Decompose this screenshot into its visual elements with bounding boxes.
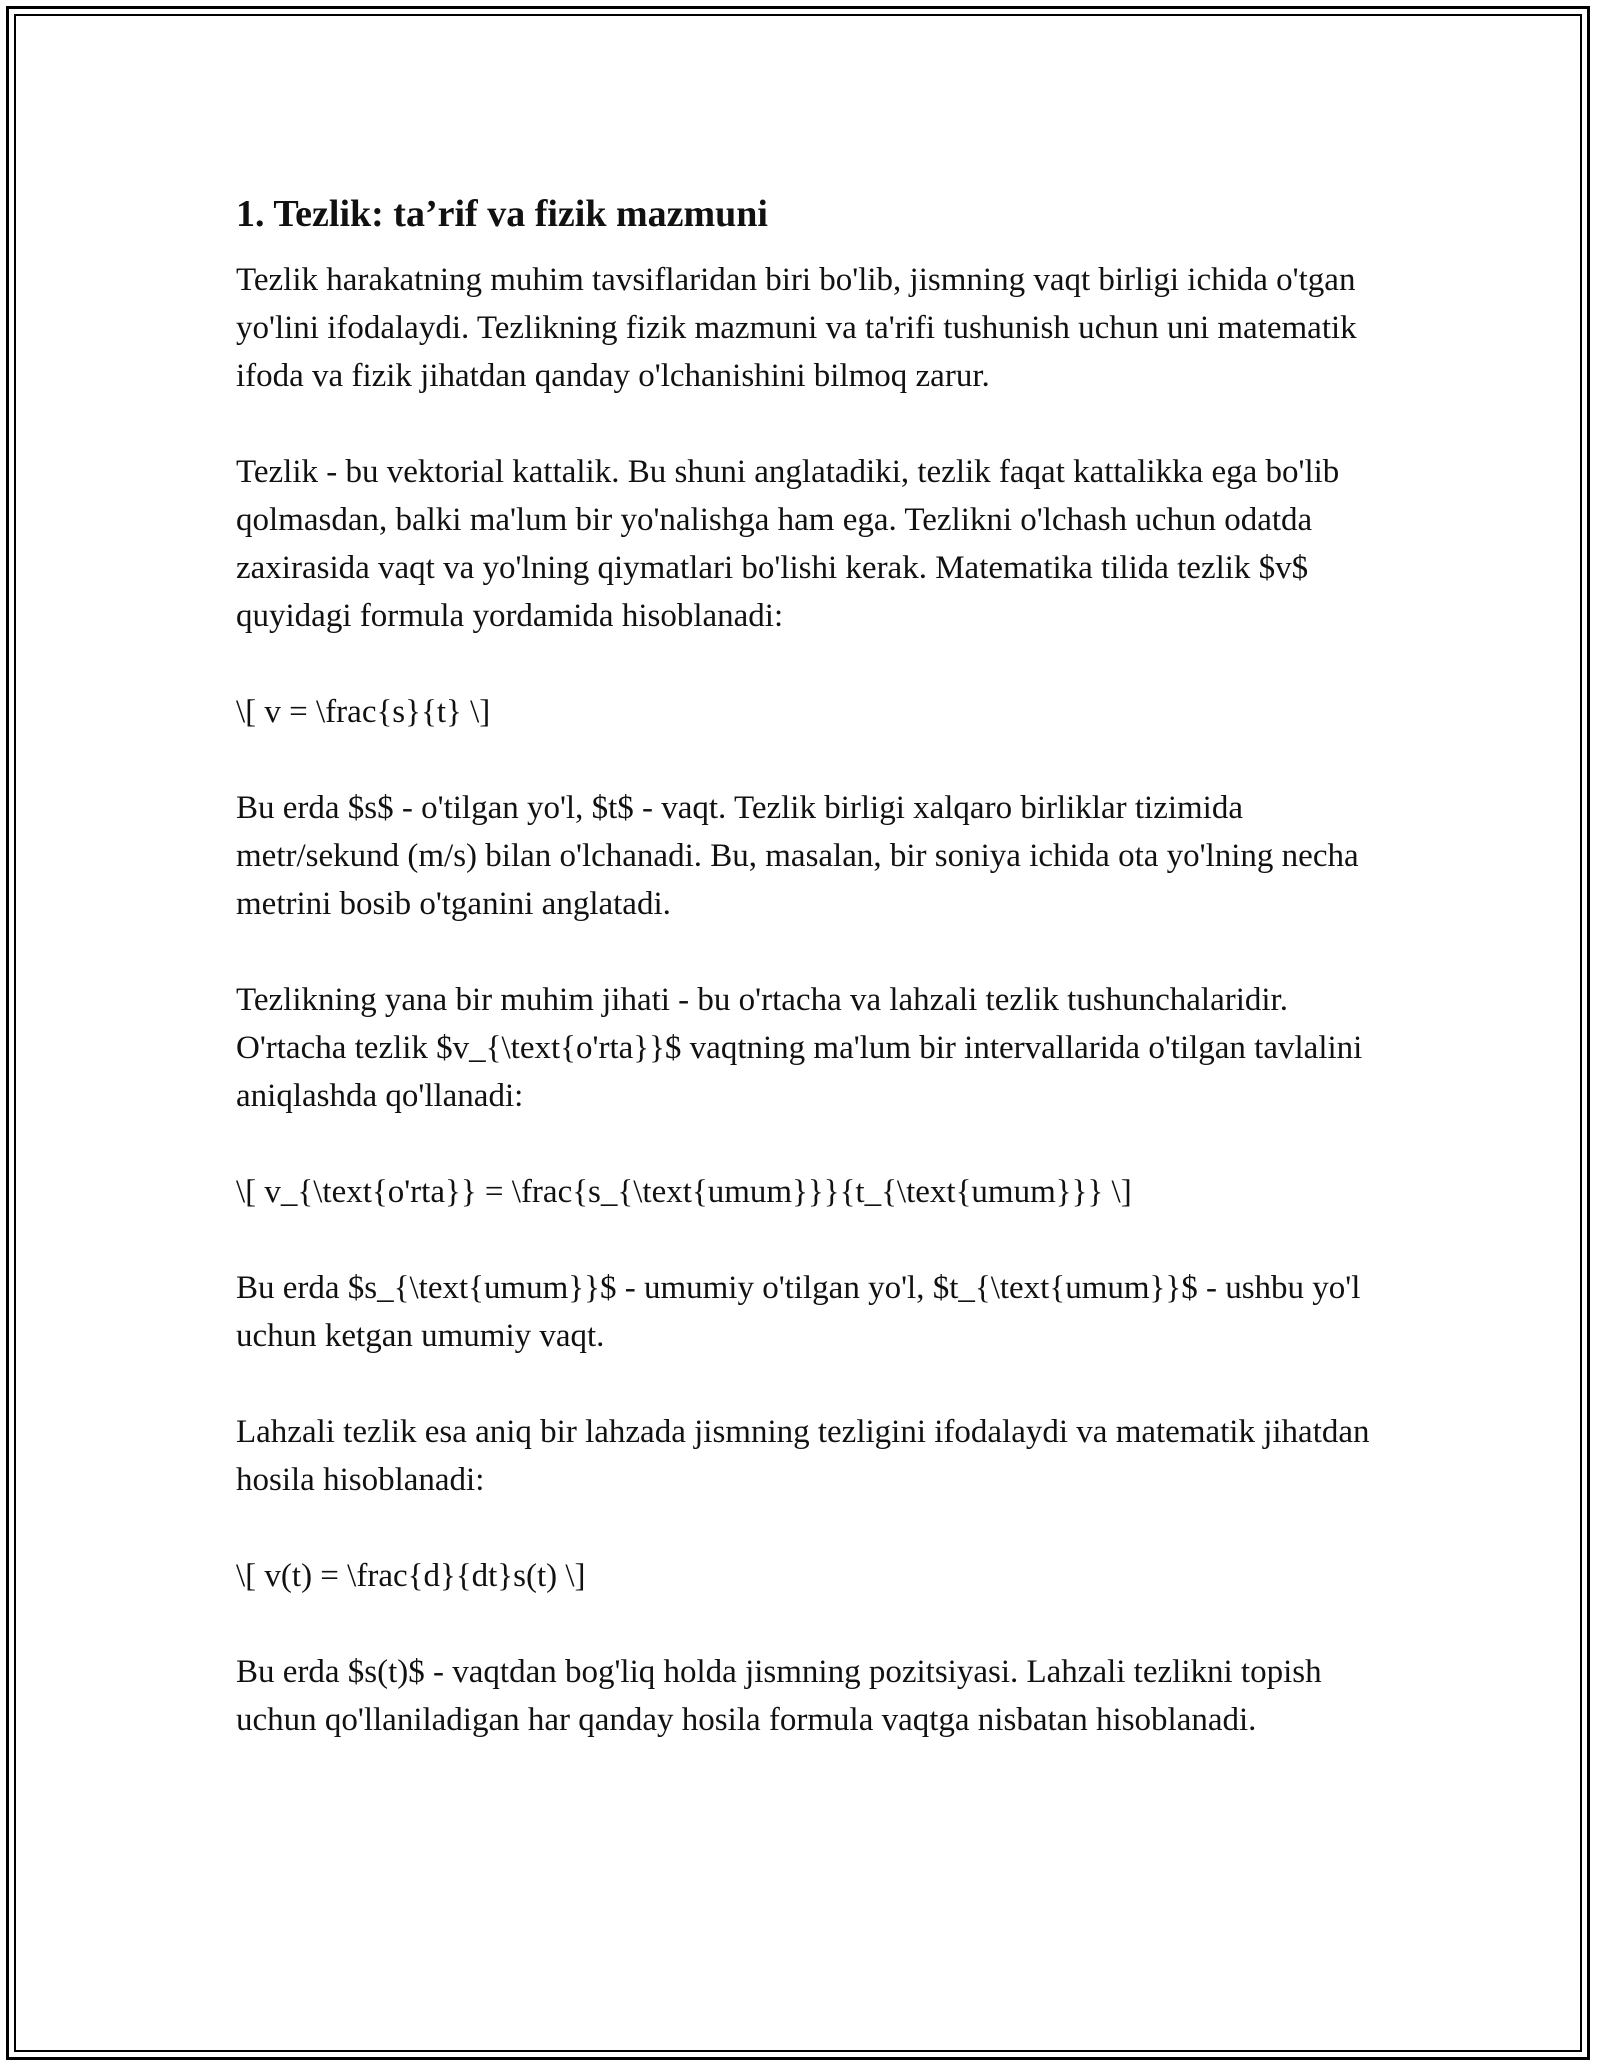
- paragraph-instant-speed: Lahzali tezlik esa aniq bir lahzada jismning tezligini ifodalaydi va matematik jihatdan hosila hisoblanadi:: [236, 1414, 1370, 1498]
- paragraph-intro: Tezlik harakatning muhim tavsiflaridan biri bo'lib, jismning vaqt birligi ichida o'tgan yo'lini ifodalaydi. Tezlikning fizik mazmuni va ta'rifi tushunish uchun uni matematik ifoda va fizik jihatdan qanday o'lchanishini bilmoq zarur.: [236, 262, 1357, 394]
- document-body: [236, 188, 1376, 1792]
- paragraph-vector: Tezlik - bu vektorial kattalik. Bu shuni anglatadiki, tezlik faqat kattalikka ega bo'lib qolmasdan, balki ma'lum bir yo'nalishga ham ega. Tezlikni o'lchash uchun odatda zaxirasida vaqt va yo'lning qiymatlari bo'lishi kerak. Matematika tilida tezlik $v$ quyidagi formula yordamida hisoblanadi:: [236, 454, 1340, 634]
- formula-average-speed: \[ v_{\text{o'rta}} = \frac{s_{\text{umum}}}{t_{\text{umum}}} \]: [236, 1174, 1132, 1210]
- formula-instant-speed: \[ v(t) = \frac{d}{dt}s(t) \]: [236, 1558, 586, 1594]
- section-heading: 1. Tezlik: ta’rif va fizik mazmuni: [236, 193, 768, 235]
- paragraph-average-terms: Bu erda $s_{\text{umum}}$ - umumiy o'tilgan yo'l, $t_{\text{umum}}$ - ushbu yo'l uchun ketgan umumiy vaqt.: [236, 1270, 1361, 1354]
- paragraph-units: Bu erda $s$ - o'tilgan yo'l, $t$ - vaqt. Tezlik birligi xalqaro birliklar tizimida metr/sekund (m/s) bilan o'lchanadi. Bu, masalan, bir soniya ichida ota yo'lning necha metrini bosib o'tganini anglatadi.: [236, 790, 1359, 922]
- formula-speed: \[ v = \frac{s}{t} \]: [236, 694, 491, 730]
- paragraph-position: Bu erda $s(t)$ - vaqtdan bog'liq holda jismning pozitsiyasi. Lahzali tezlikni topish uchun qo'llaniladigan har qanday hosila formula vaqtga nisbatan hisoblanadi.: [236, 1654, 1322, 1738]
- paragraph-average-speed: Tezlikning yana bir muhim jihati - bu o'rtacha va lahzali tezlik tushunchalaridir. O'rtacha tezlik $v_{\text{o'rta}}$ vaqtning ma'lum bir intervallarida o'tilgan tavlalini aniqlashda qo'llanadi:: [236, 982, 1363, 1114]
